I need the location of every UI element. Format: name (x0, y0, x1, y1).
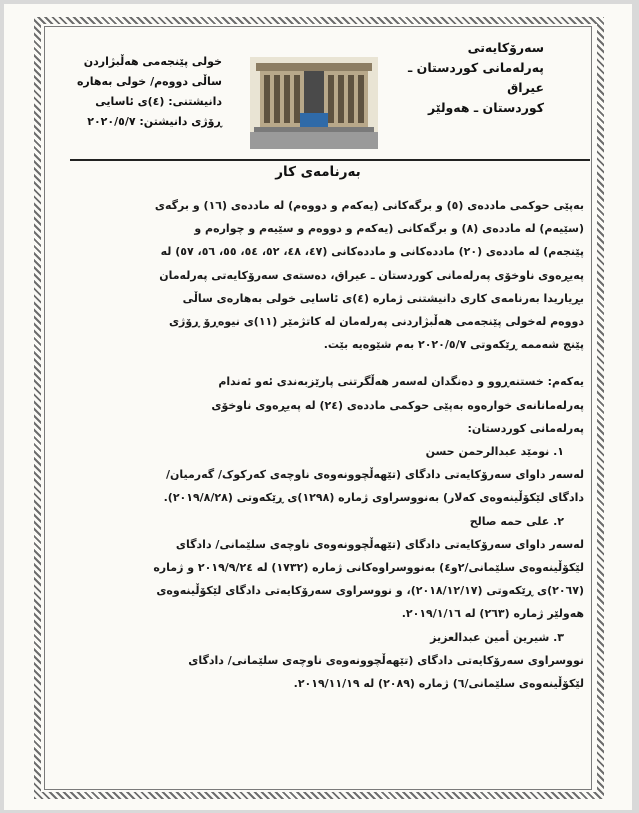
session-info-line: دانیشتنی: (٤)ی ئاسایی (95, 95, 222, 108)
item-title: ٢. علی حمه صالح (469, 514, 564, 528)
item-line: لەسەر داوای سەرۆکایەتی دادگای (تێهەڵچوونەوەی ناوچەی سلێمانی/ دادگای (175, 537, 584, 551)
item-line: (٢٠٦٧)ی ڕێکەوتی (٢٠١٨/١٢/١٧)، و نووسراوی سەرۆکایەتی دادگای لێکۆڵینەوەی (156, 584, 584, 598)
header-right-line: پەرلەمانی کوردستان ـ عیراق (408, 60, 544, 95)
section-first-line (70, 370, 584, 393)
intro-line: پێنجەم) لە ماددەی (٢٠) ماددەکانی و ماددەکانی (٤٧، ٤٨، ٥٢، ٥٤، ٥٥، ٥٦، ٥٧) لە (160, 245, 584, 259)
intro-line: پێنج شەممە ڕێکەوتی ٢٠٢٠/٥/٧ بەم شێوەیە بێت. (323, 338, 584, 352)
intro-line: پەیڕەوی ناوخۆی پەرلەمانی کوردستان ـ عیراق، دەستەی سەرۆکایەتی پەرلەمان (159, 268, 584, 282)
section-label: یەکەم: (547, 375, 584, 389)
session-info-line: ڕۆژی دانیشتن: ٢٠٢٠/٥/٧ (87, 115, 222, 128)
document-page (4, 4, 632, 810)
session-info-line: خولی پێنجەمی هەڵبژاردن (83, 55, 222, 68)
section-first-line: پەرلەمانانەی خوارەوە بەپێی حوکمی ماددەی (٢٤) لە پەیڕەوی ناوخۆی (211, 398, 584, 412)
item-title: ١. نومێد عبدالرحمن حسن (425, 445, 564, 459)
item-line: هەولێر ژمارە (٢٦٣) لە ٢٠١٩/١/١٦. (401, 607, 584, 621)
document-title: بەرنامەی کار (275, 164, 361, 180)
item-line: لێکۆڵینەوەی سلێمانی/٢و٤) بەنووسراوەکانی ژمارە (١٧٣٢) لە ٢٠١٩/٩/٢٤ و ژمارە (153, 561, 584, 575)
header-right-line: کوردستان ـ هەولێر (427, 100, 544, 115)
document-body (70, 194, 584, 695)
header-right-line: سەرۆکایەتی (467, 40, 544, 55)
session-info-line: ساڵی دووەم/ خولی بەهارە (76, 75, 222, 88)
intro-line: (سێیەم) لە ماددەی (٨) و برگەکانی (یەکەم و دووەم و سێیەم و چوارەم و (194, 222, 584, 236)
header-divider (70, 159, 590, 161)
session-info (72, 52, 222, 132)
item-line: نووسراوی سەرۆکایەتی دادگای (تێهەڵچوونەوەی ناوچەی سلێمانی/ دادگای (188, 653, 584, 667)
item-line: لەسەر داوای سەرۆکایەتی دادگای (تێهەڵچوونەوەی ناوچەی کەرکوک/ گەرمیان/ (165, 468, 584, 482)
parliament-building-logo (250, 57, 378, 149)
item-line: لێکۆڵینەوەی سلێمانی/٦) ژمارە (٢٠٨٩) لە ٢٠١٩/١١/١٩. (293, 677, 584, 691)
item-title: ٣. شیرین أمین عبدالعزیز (430, 630, 564, 644)
section-text: خستنەڕوو و دەنگدان لەسەر هەڵگرتنی پارێزبەندی ئەو ئەندام (218, 375, 544, 389)
intro-line: دووەم لەخولی پێنجەمی هەڵبژاردنی پەرلەمان لە کاتژمێر (١١)ی نیوەڕۆ ڕۆژی (168, 315, 584, 329)
item-line: دادگای لێکۆڵینەوەی کەلار) بەنووسراوی ژمارە (١٢٩٨)ی ڕێکەوتی (٢٠١٩/٨/٢٨). (163, 491, 584, 505)
header-institution (374, 38, 544, 118)
section-first-line: پەرلەمانی کوردستان: (467, 421, 584, 435)
intro-line: بەپێی حوکمی ماددەی (٥) و برگەکانی (یەکەم و دووەم) لە ماددەی (١٦) و برگەی (154, 199, 584, 212)
intro-line: بڕیاریدا بەرنامەی کاری دانیشتنی ژمارە (٤)ی ئاسایی خولی بەهارەی ساڵی (182, 291, 584, 305)
